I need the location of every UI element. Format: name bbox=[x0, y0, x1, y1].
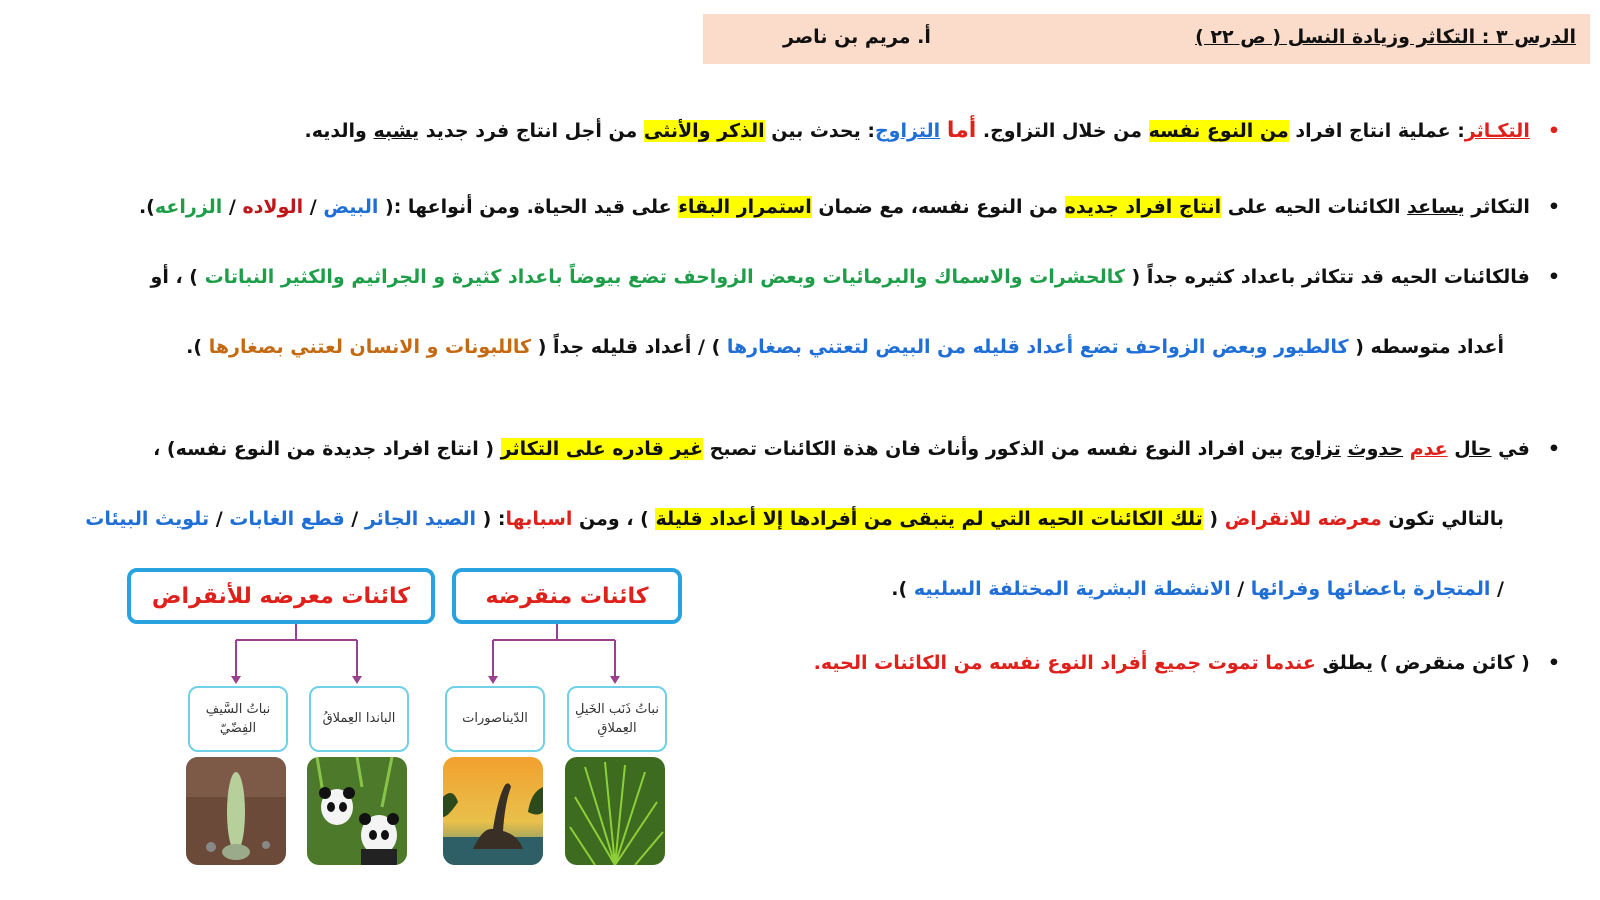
highlight: تلك الكائنات الحيه التي لم يتبقى من أفرادها إلا أعداد قليلة bbox=[655, 508, 1203, 530]
text: بالتالي تكون bbox=[1381, 508, 1504, 530]
text: / bbox=[1230, 578, 1251, 600]
cause: قطع الغابات bbox=[229, 508, 345, 530]
text: الكائنات الحيه على bbox=[1221, 196, 1408, 218]
text: فالكائنات الحيه قد تتكاثر باعداد كثيره جداً ( bbox=[1124, 266, 1530, 288]
term-mating: التزاوج bbox=[874, 120, 941, 142]
example-many: كالحشرات والاسماك والبرمائيات وبعض الزواحف تضع بيوضاً باعداد كثيرة و الجراثيم والكثير النباتات bbox=[204, 266, 1125, 288]
highlight: انتاج افراد جديده bbox=[1064, 196, 1222, 218]
text: ). bbox=[891, 578, 914, 600]
term-reproduction: التكـاثر bbox=[1464, 120, 1530, 142]
label-giant-panda: الباندا العِملاقُ bbox=[309, 686, 409, 752]
text: / bbox=[222, 196, 243, 218]
text: عدم bbox=[1409, 438, 1448, 460]
text: ) ، أو bbox=[150, 266, 205, 288]
text: يشبه bbox=[373, 120, 420, 142]
text: ). bbox=[138, 196, 155, 218]
text: بين افراد النوع نفسه من الذكور وأناث فان هذة الكائنات تصبح bbox=[703, 438, 1290, 460]
text: في bbox=[1491, 438, 1530, 460]
label-dinosaurs: الدّيناصورات bbox=[445, 686, 545, 752]
ama-word: أما bbox=[946, 118, 977, 143]
highlight: غير قادره على التكاثر bbox=[500, 438, 704, 460]
text: : عملية انتاج افراد bbox=[1288, 120, 1465, 142]
endangered-term: معرضه للانقراض bbox=[1224, 508, 1382, 530]
text: حال bbox=[1454, 438, 1492, 460]
author-name: أ. مريم بن ناصر bbox=[783, 26, 931, 48]
text: ( انتاج افراد جديدة من النوع نفسه) ، bbox=[153, 438, 501, 460]
bullet: • bbox=[1547, 652, 1560, 674]
bullet: • bbox=[1547, 120, 1560, 142]
dinosaur-image bbox=[443, 757, 543, 865]
cause: المتجارة باعضائها وفرائها bbox=[1250, 578, 1491, 600]
text: تزاوج bbox=[1289, 438, 1341, 460]
cause: الانشطة البشرية المختلفة السلبيه bbox=[913, 578, 1231, 600]
panda-image bbox=[307, 757, 407, 865]
text: على قيد الحياة. ومن أنواعها :( bbox=[378, 196, 679, 218]
horsetail-image bbox=[565, 757, 665, 865]
text: أعداد متوسطه ( bbox=[1348, 336, 1504, 358]
text: / bbox=[1490, 578, 1504, 600]
text: من خلال التزاوج. bbox=[976, 120, 1149, 142]
text: : يحدث بين bbox=[764, 120, 875, 142]
type-planting: الزراعه bbox=[154, 196, 223, 218]
text: ) ، ومن bbox=[572, 508, 656, 530]
bullet: • bbox=[1547, 438, 1560, 460]
label-silversword: نباتُ السَّيفِ الفِضّيّ bbox=[188, 686, 288, 752]
extinct-box: كائنات منقرضه bbox=[452, 568, 682, 624]
text: ) / أعداد قليله جداً ( bbox=[531, 336, 727, 358]
extinct-definition: عندما تموت جميع أفراد النوع نفسه من الكائنات الحيه. bbox=[813, 652, 1316, 674]
text: والديه. bbox=[304, 120, 374, 142]
endangered-box: كائنات معرضه للأنقراض bbox=[127, 568, 435, 624]
text: من أجل انتاج فرد جديد bbox=[419, 120, 644, 142]
text: من النوع نفسه، مع ضمان bbox=[811, 196, 1065, 218]
text: التكاثر bbox=[1464, 196, 1530, 218]
text: : ( bbox=[476, 508, 506, 530]
highlight: الذكر والأنثى bbox=[643, 120, 765, 142]
text: اسبابها bbox=[505, 508, 573, 530]
text: / bbox=[344, 508, 365, 530]
text: / bbox=[303, 196, 324, 218]
text: ). bbox=[186, 336, 209, 358]
label-horsetail: نباتُ ذَنَب الخَيلِ العِملاقِ bbox=[567, 686, 667, 752]
cause: الصيد الجائر bbox=[364, 508, 476, 530]
bullet: • bbox=[1547, 196, 1560, 218]
highlight: من النوع نفسه bbox=[1148, 120, 1289, 142]
type-birth: الولاده bbox=[242, 196, 304, 218]
text: / bbox=[209, 508, 230, 530]
example-medium: كالطيور وبعض الزواحف تضع أعداد قليله من البيض لتعتني بصغارها bbox=[726, 336, 1349, 358]
text: يساعد bbox=[1407, 196, 1465, 218]
bullet: • bbox=[1547, 266, 1560, 288]
silversword-image bbox=[186, 757, 286, 865]
lesson-title: الدرس ٣ : التكاثر وزيادة النسل ( ص ٢٢ ) bbox=[1195, 26, 1576, 48]
cause: تلويث البيئات bbox=[85, 508, 210, 530]
text: حدوث bbox=[1347, 438, 1404, 460]
highlight: استمرار البقاء bbox=[678, 196, 812, 218]
example-few: كاللبونات و الانسان لعتني بصغارها bbox=[208, 336, 532, 358]
text: ( bbox=[1202, 508, 1225, 530]
text: ( كائن منقرض ) يطلق bbox=[1315, 652, 1530, 674]
type-eggs: البيض bbox=[323, 196, 379, 218]
